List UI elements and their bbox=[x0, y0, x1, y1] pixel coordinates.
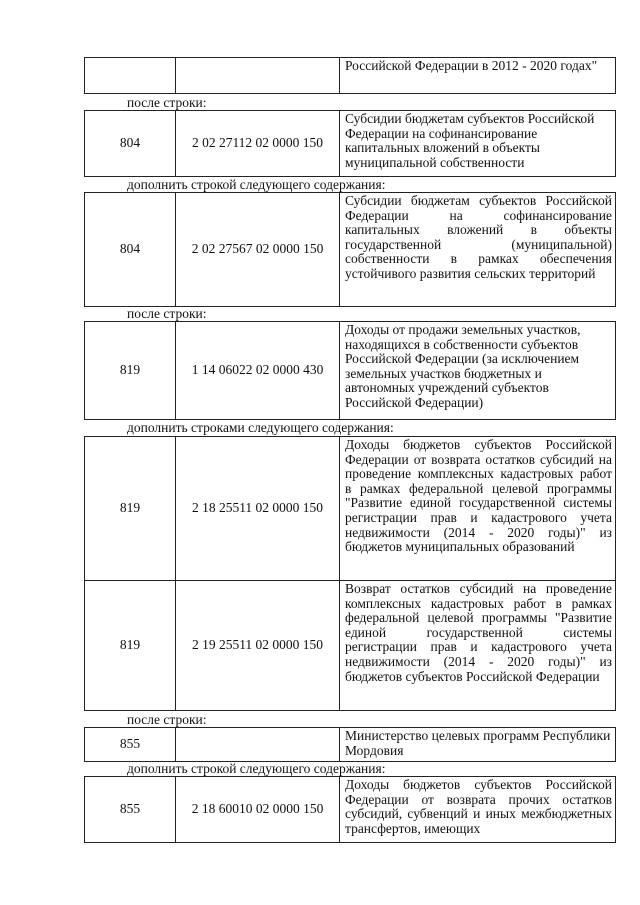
instruction-text: дополнить строками следующего содержания: bbox=[127, 420, 394, 435]
budget-table-fragment bbox=[84, 321, 616, 420]
admin-code-cell bbox=[85, 58, 176, 94]
table-row bbox=[85, 193, 616, 307]
income-code-cell bbox=[176, 728, 340, 762]
admin-code-cell: 855 bbox=[85, 728, 176, 762]
income-name-cell: Субсидии бюджетам субъектов Российской Федерации на софинансирование капитальных вложений в объекты муниципальной собственности bbox=[340, 111, 616, 177]
income-name-cell: Доходы бюджетов субъектов Российской Федерации от возврата остатков субсидий на проведение комплексных кадастровых работ в рамках федеральной целевой программы "Развитие единой государственной системы регистрации прав и кадастрового учета недвижимости (2014 - 2020 годы)" из бюджетов муниципальных образований bbox=[340, 437, 616, 581]
budget-table-fragment bbox=[84, 776, 616, 843]
budget-table-fragment bbox=[84, 436, 616, 711]
admin-code-cell: 855 bbox=[85, 777, 176, 843]
income-code-cell: 2 02 27112 02 0000 150 bbox=[176, 111, 340, 177]
table-row bbox=[85, 322, 616, 420]
income-name-cell: Доходы бюджетов субъектов Российской Федерации от возврата прочих остатков субсидий, субвенций и иных межбюджетных трансфертов, имеющих bbox=[340, 777, 616, 843]
instruction-text: дополнить строкой следующего содержания: bbox=[127, 177, 386, 192]
instruction-text: после строки: bbox=[127, 306, 207, 321]
admin-code-cell: 819 bbox=[85, 581, 176, 711]
admin-code-cell: 819 bbox=[85, 322, 176, 420]
budget-table-fragment bbox=[84, 110, 616, 177]
table-row bbox=[85, 777, 616, 843]
table-row bbox=[85, 437, 616, 581]
income-name-cell: Субсидии бюджетам субъектов Российской Федерации на софинансирование капитальных вложений в объекты государственной (муниципальной) собственности в рамках обеспечения устойчивого развития сельских территорий bbox=[340, 193, 616, 307]
table-row bbox=[85, 58, 616, 94]
admin-code-cell: 804 bbox=[85, 111, 176, 177]
instruction-text: дополнить строкой следующего содержания: bbox=[127, 761, 386, 776]
instruction-text: после строки: bbox=[127, 95, 207, 110]
budget-table-fragment bbox=[84, 192, 616, 307]
income-name-cell: Министерство целевых программ Республики Мордовия bbox=[340, 728, 616, 762]
admin-code-cell: 819 bbox=[85, 437, 176, 581]
budget-table-fragment bbox=[84, 57, 616, 94]
admin-code-cell: 804 bbox=[85, 193, 176, 307]
income-code-cell: 2 02 27567 02 0000 150 bbox=[176, 193, 340, 307]
income-code-cell: 1 14 06022 02 0000 430 bbox=[176, 322, 340, 420]
income-name-cell: Российской Федерации в 2012 - 2020 годах" bbox=[340, 58, 616, 94]
table-row bbox=[85, 581, 616, 711]
income-code-cell: 2 18 60010 02 0000 150 bbox=[176, 777, 340, 843]
table-row bbox=[85, 728, 616, 762]
income-code-cell: 2 19 25511 02 0000 150 bbox=[176, 581, 340, 711]
income-code-cell bbox=[176, 58, 340, 94]
instruction-text: после строки: bbox=[127, 712, 207, 727]
income-name-cell: Возврат остатков субсидий на проведение комплексных кадастровых работ в рамках федеральной целевой программы "Развитие единой государственной системы регистрации прав и кадастрового учета недвижимости (2014 - 2020 годы)" из бюджетов субъектов Российской Федерации bbox=[340, 581, 616, 711]
table-row bbox=[85, 111, 616, 177]
income-name-cell: Доходы от продажи земельных участков, находящихся в собственности субъектов Российской Федерации (за исключением земельных участков бюджетных и автономных учреждений субъектов Российской Федерации) bbox=[340, 322, 616, 420]
budget-table-fragment bbox=[84, 727, 616, 762]
income-code-cell: 2 18 25511 02 0000 150 bbox=[176, 437, 340, 581]
